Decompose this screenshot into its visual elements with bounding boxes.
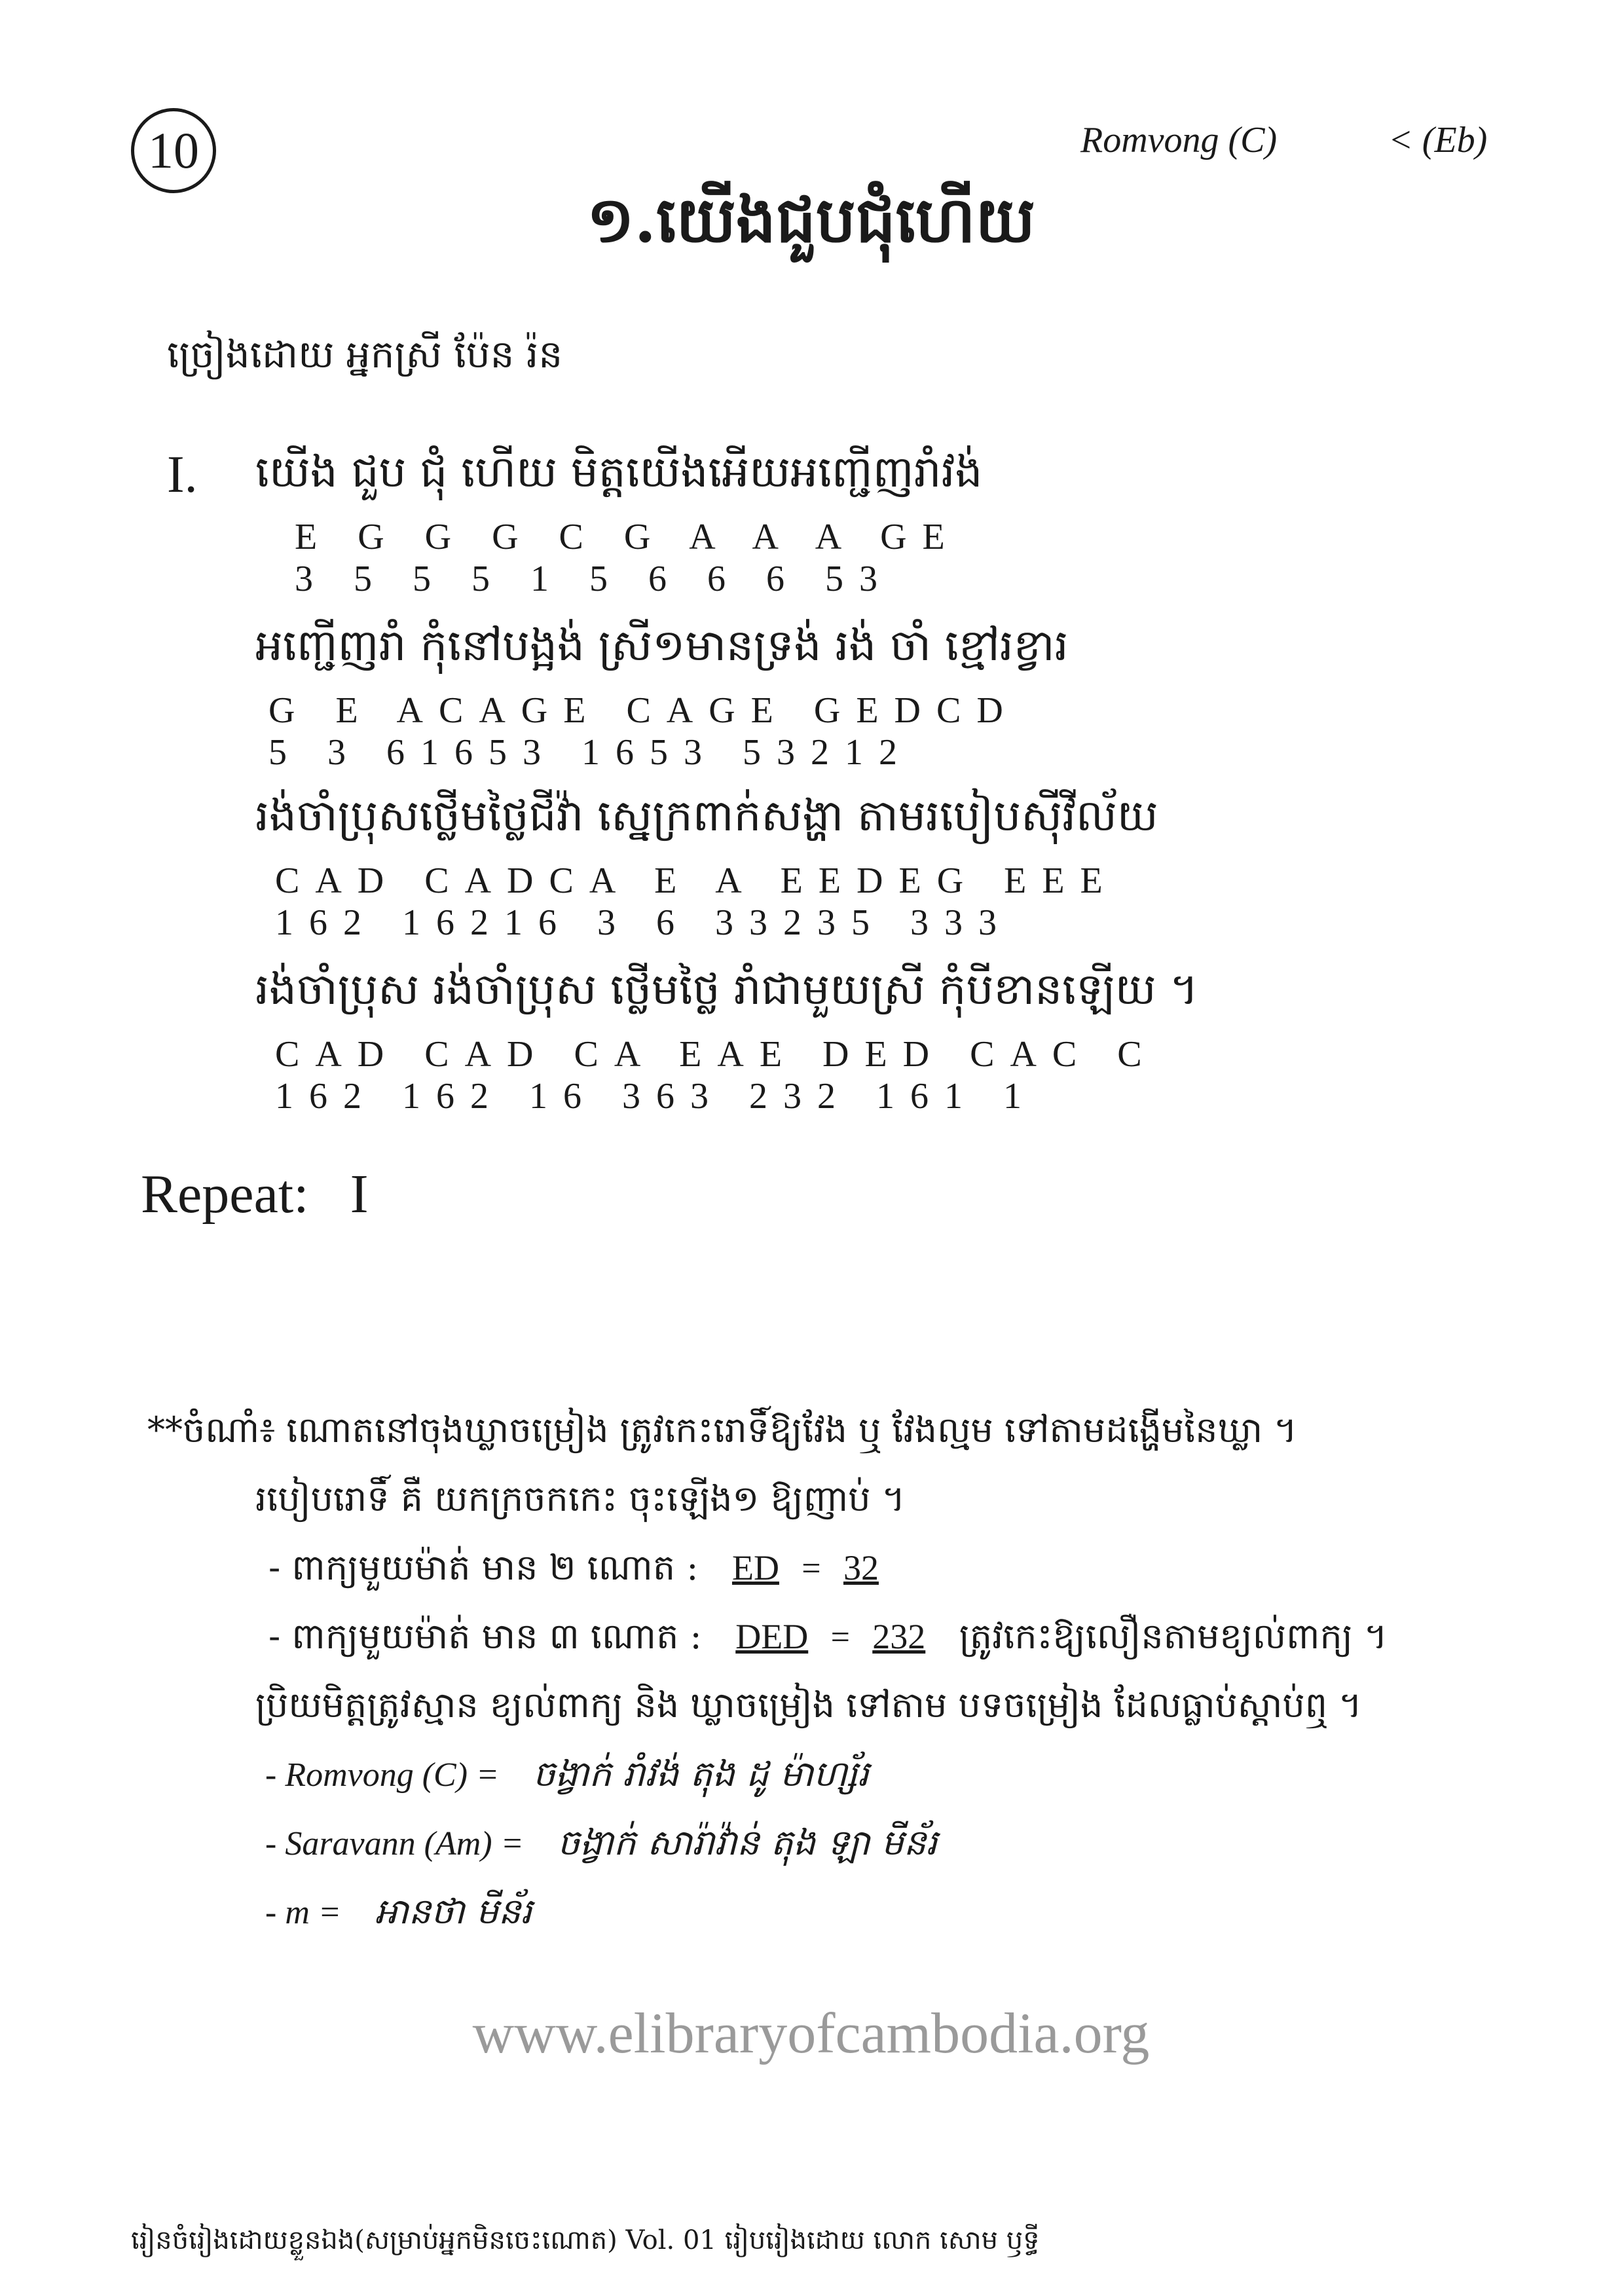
note-letters-ed: ED — [731, 1548, 779, 1587]
verse-line-1 — [255, 445, 1565, 600]
note-line-1: **ចំណាំ៖ ណោតនៅចុងឃ្លាចម្រៀង ត្រូវកេះរោទិ៍ឱ្យវែង ឬ វែងល្មម ទៅតាមដង្ហើមនៃឃ្លា ។ — [147, 1409, 1297, 1451]
website-watermark: www.elibraryofcambodia.org — [472, 2002, 1150, 2065]
song-title: ១.យើងជួបជុំហើយ — [587, 183, 1035, 257]
repeat-value: I — [350, 1164, 369, 1225]
singer-credit: ច្រៀងដោយ អ្នកស្រី ប៉ែន រ៉ន — [167, 332, 563, 377]
note-line-6: - Romvong (C) = ចង្វាក់ រាំវង់ តុង ដូ ម៉ាហ្ស័រ — [265, 1753, 869, 1794]
verse-line-3 — [255, 789, 1565, 944]
note-line-8: - m = អានថា មីន័រ — [265, 1891, 532, 1932]
note-numbers-232: 232 — [872, 1617, 926, 1656]
note-numbers: 3 5 5 5 1 5 6 6 6 53 — [295, 559, 893, 599]
key-romvong: Romvong (C) — [1080, 120, 1278, 160]
note-letters: CAD CAD CA EAE DED CAC C — [275, 1034, 1158, 1075]
note-letters-ded: DED — [735, 1617, 809, 1656]
verse-line-4 — [255, 963, 1565, 1117]
note-numbers: 5 3 61653 1653 53212 — [268, 732, 913, 773]
verse-line-2 — [255, 619, 1565, 773]
repeat-marker — [141, 1162, 369, 1226]
key-alt: < (Eb) — [1388, 120, 1488, 160]
note-letters: G E ACAGE CAGE GEDCD — [268, 690, 1019, 731]
lyric-text: រង់ចាំប្រុស រង់ចាំប្រុស ថ្លើមថ្លៃ រាំជាមួយស្រី កុំបីខានឡើយ ។ — [255, 964, 1199, 1014]
verse-label: I. — [167, 446, 198, 504]
lyric-text: យើង ជួប ជុំ ហើយ មិត្តយើងអើយអញ្ជើញរាំវង់ — [255, 447, 983, 497]
repeat-label: Repeat: — [141, 1164, 309, 1225]
note-line-4: - ពាក្យមួយម៉ាត់ មាន ៣ ណោត : DED = 232 ត្រូវកេះឱ្យលឿនតាមខ្យល់ពាក្យ ។ — [268, 1616, 1388, 1657]
note-line-7: - Saravann (Am) = ចង្វាក់ សារ៉ាវ៉ាន់ តុង ឡា មីន័រ — [265, 1822, 938, 1863]
note-letters: E G G G C G A A A GE — [295, 517, 961, 557]
note-line-5: ប្រិយមិត្តត្រូវស្មាន ខ្យល់ពាក្យ និង ឃ្លាចម្រៀង ទៅតាម បទចម្រៀង ដែលធ្លាប់ស្តាប់ឮ ។ — [255, 1684, 1362, 1726]
note-letters: CAD CADCA E A EEDEG EEE — [275, 861, 1118, 901]
note-numbers: 162 162 16 363 232 161 1 — [275, 1076, 1037, 1117]
note-line-3: - ពាក្យមួយម៉ាត់ មាន ២ ណោត : ED = 32 — [268, 1547, 879, 1588]
lyric-text: រង់ចាំប្រុសថ្លើមថ្លៃជីវ៉ា ស្នេក្រពាក់សង្ហា តាមរបៀបស៊ីវីល័យ — [255, 790, 1158, 841]
note-line-2: របៀបរោទិ៍ គឺ យកក្រចកកេះ ចុះឡើង១ ឱ្យញាប់ ។ — [255, 1478, 906, 1519]
footer-text: រៀនចំរៀងដោយខ្លួនឯង(សម្រាប់អ្នកមិនចេះណោត) Vol. 01 រៀបរៀងដោយ លោក សោម ឫទ្ធី — [131, 2225, 1040, 2255]
page-number-text: 10 — [148, 122, 199, 179]
lyric-text: អញ្ជើញរាំ កុំនៅបង្អង់ ស្រី១មានទ្រង់ រង់ ចាំ ខ្មៅរខ្វារ — [255, 620, 1069, 671]
performance-notes — [147, 1408, 1522, 1958]
note-numbers: 162 16216 3 6 33235 333 — [275, 902, 1012, 943]
note-numbers-32: 32 — [843, 1548, 879, 1587]
